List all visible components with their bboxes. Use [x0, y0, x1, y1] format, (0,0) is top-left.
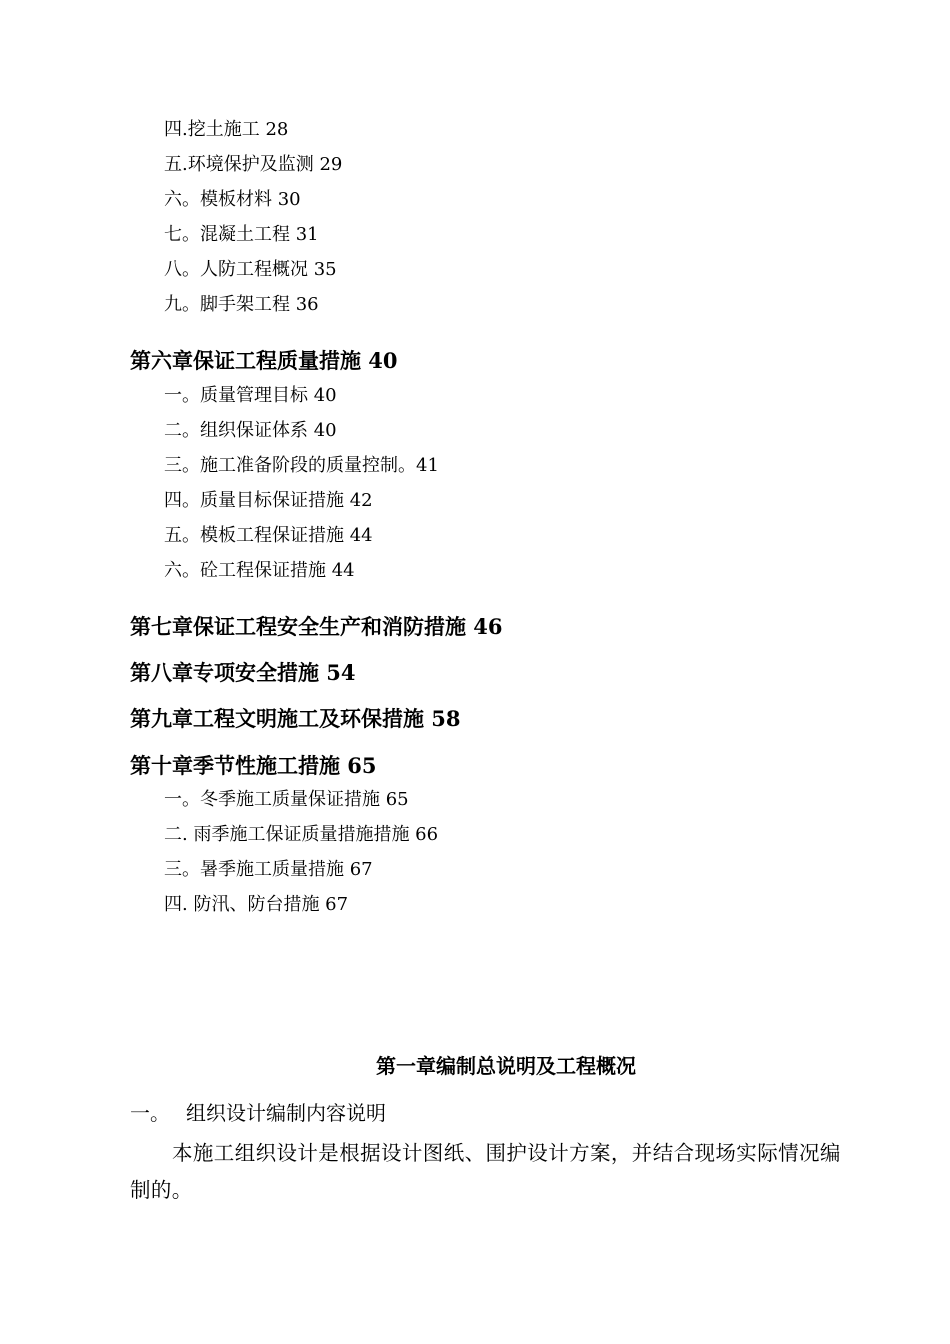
toc-chapter-8[interactable]: 第八章专项安全措施 54 — [130, 660, 356, 685]
toc-item[interactable]: 四.挖土施工 28 — [164, 119, 289, 140]
toc-chapter-9[interactable]: 第九章工程文明施工及环保措施 58 — [130, 706, 461, 731]
toc-item[interactable]: 五。模板工程保证措施 44 — [164, 525, 373, 546]
toc-item[interactable]: 二。组织保证体系 40 — [164, 420, 337, 441]
toc-chapter-10[interactable]: 第十章季节性施工措施 65 — [130, 753, 377, 778]
toc-item[interactable]: 四. 防汛、防台措施 67 — [164, 894, 349, 915]
toc-item[interactable]: 六。模板材料 30 — [164, 189, 301, 210]
toc-item[interactable]: 三。暑季施工质量措施 67 — [164, 859, 373, 880]
toc-item[interactable]: 二. 雨季施工保证质量措施措施 66 — [164, 824, 439, 845]
section-number: 一。 — [130, 1101, 170, 1125]
chapter-title: 第一章编制总说明及工程概况 — [376, 1054, 636, 1078]
toc-item[interactable]: 八。人防工程概况 35 — [164, 259, 337, 280]
section-title: 组织设计编制内容说明 — [186, 1101, 386, 1125]
toc-chapter-7[interactable]: 第七章保证工程安全生产和消防措施 46 — [130, 614, 503, 639]
toc-item[interactable]: 一。冬季施工质量保证措施 65 — [164, 789, 409, 810]
toc-item[interactable]: 五.环境保护及监测 29 — [164, 154, 343, 175]
toc-item[interactable]: 六。砼工程保证措施 44 — [164, 560, 355, 581]
toc-item[interactable]: 七。混凝土工程 31 — [164, 224, 319, 245]
toc-item[interactable]: 一。质量管理目标 40 — [164, 385, 337, 406]
body-paragraph: 本施工组织设计是根据设计图纸、围护设计方案，并结合现场实际情况编制的。 — [130, 1141, 841, 1202]
toc-chapter-6[interactable]: 第六章保证工程质量措施 40 — [130, 348, 398, 373]
toc-item[interactable]: 九。脚手架工程 36 — [164, 294, 319, 315]
toc-item[interactable]: 三。施工准备阶段的质量控制。41 — [164, 455, 439, 476]
section-heading — [130, 1099, 386, 1127]
toc-item[interactable]: 四。质量目标保证措施 42 — [164, 490, 373, 511]
